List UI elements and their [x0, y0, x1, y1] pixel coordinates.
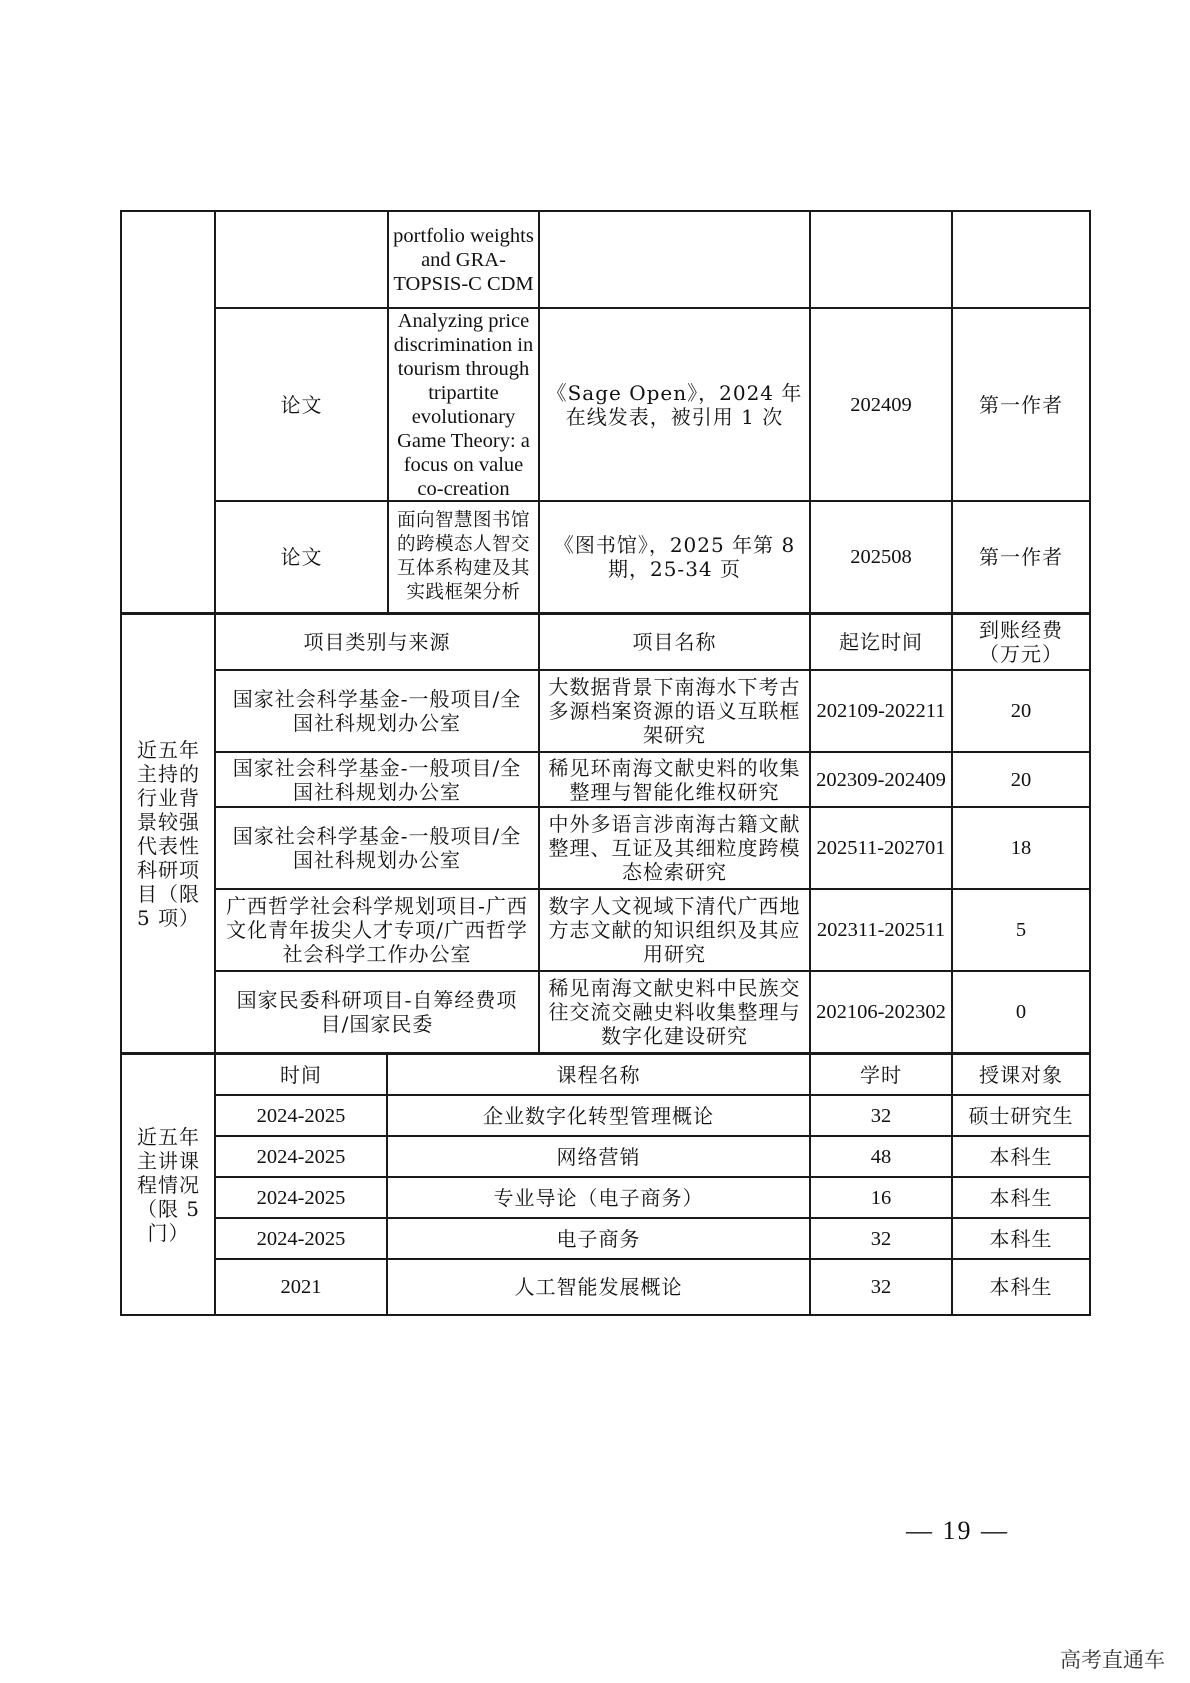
page-number: — 19 — [906, 1516, 1009, 1545]
project-category: 国家社会科学基金-一般项目/全国社科规划办公室 [232, 824, 522, 872]
course-audience: 本科生 [989, 1144, 1053, 1169]
project-category: 广西哲学社会科学规划项目-广西文化青年拔尖人才专项/广西哲学社会科学工作办公室 [226, 894, 528, 966]
project-name: 大数据背景下南海水下考古多源档案资源的语义互联框架研究 [548, 675, 801, 747]
project-name: 稀见环南海文献史料的收集整理与智能化维权研究 [548, 755, 801, 804]
course-audience: 本科生 [989, 1226, 1053, 1251]
course-hours: 16 [870, 1186, 892, 1209]
course-hours: 32 [870, 1104, 892, 1127]
course-name: 专业导论（电子商务） [493, 1185, 704, 1210]
courses-header-hours: 学时 [860, 1062, 902, 1087]
watermark: 高考直通车 [1060, 1648, 1165, 1672]
project-funding: 20 [1010, 768, 1032, 791]
project-name: 稀见南海文献史料中民族交往交流交融史料收集整理与数字化建设研究 [548, 976, 801, 1048]
paper-title: portfolio weights and GRA-TOPSIS-C CDM [393, 224, 534, 295]
course-hours: 32 [870, 1276, 892, 1298]
course-audience: 本科生 [989, 1275, 1053, 1299]
course-name: 电子商务 [556, 1226, 641, 1251]
course-name: 网络营销 [556, 1144, 641, 1169]
paper-source: 《Sage Open》，2024 年在线发表，被引用 1 次 [546, 380, 803, 429]
project-period: 202511-202701 [816, 837, 946, 859]
course-time: 2024-2025 [256, 1227, 346, 1250]
course-name: 人工智能发展概论 [514, 1275, 683, 1299]
projects-header-period: 起讫时间 [839, 630, 923, 654]
project-category: 国家民委科研项目-自筹经费项目/国家民委 [236, 988, 518, 1036]
project-period: 202309-202409 [816, 768, 946, 791]
project-category: 国家社会科学基金-一般项目/全国社科规划办公室 [232, 755, 522, 804]
project-funding: 0 [1015, 1001, 1027, 1023]
projects-header-category: 项目类别与来源 [303, 630, 451, 654]
projects-header-funding: 到账经费（万元） [979, 618, 1063, 666]
course-time: 2024-2025 [256, 1104, 346, 1127]
paper-type: 论文 [280, 545, 323, 569]
paper-date: 202508 [850, 546, 912, 568]
paper-date: 202409 [850, 393, 912, 416]
project-category: 国家社会科学基金-一般项目/全国社科规划办公室 [232, 687, 522, 735]
project-name: 中外多语言涉南海古籍文献整理、互证及其细粒度跨模态检索研究 [548, 812, 801, 884]
courses-header-name: 课程名称 [556, 1062, 641, 1087]
courses-header-time: 时间 [280, 1062, 322, 1087]
project-funding: 18 [1010, 837, 1032, 859]
paper-role: 第一作者 [979, 545, 1063, 569]
project-name: 数字人文视域下清代广西地方志文献的知识组织及其应用研究 [548, 894, 801, 966]
paper-type: 论文 [280, 392, 323, 417]
courses-header-audience: 授课对象 [979, 1062, 1063, 1087]
projects-section-label: 近五年主持的行业背景较强代表性科研项目（限 5 项） [136, 737, 201, 930]
course-hours: 32 [870, 1227, 892, 1250]
project-period: 202311-202511 [816, 919, 946, 941]
project-funding: 5 [1015, 919, 1027, 941]
course-audience: 本科生 [989, 1185, 1053, 1210]
project-funding: 20 [1010, 700, 1032, 722]
projects-header-name: 项目名称 [632, 630, 717, 654]
paper-source: 《图书馆》，2025 年第 8 期，25-34 页 [553, 533, 796, 581]
project-period: 202109-202211 [816, 700, 946, 722]
course-time: 2024-2025 [256, 1145, 346, 1168]
courses-section-label: 近五年主讲课程情况（限 5 门） [136, 1124, 201, 1245]
course-audience: 硕士研究生 [968, 1103, 1074, 1128]
course-name: 企业数字化转型管理概论 [483, 1103, 714, 1128]
paper-role: 第一作者 [979, 392, 1063, 417]
paper-title: Analyzing price discrimination in tourism through tripartite evolutionary Game Theory: a focus on value co-creation [393, 309, 534, 500]
project-period: 202106-202302 [816, 1001, 946, 1023]
course-hours: 48 [870, 1145, 892, 1168]
paper-title: 面向智慧图书馆的跨模态人智交互体系构建及其实践框架分析 [396, 510, 530, 603]
course-time: 2024-2025 [256, 1186, 346, 1209]
course-time: 2021 [280, 1276, 322, 1298]
